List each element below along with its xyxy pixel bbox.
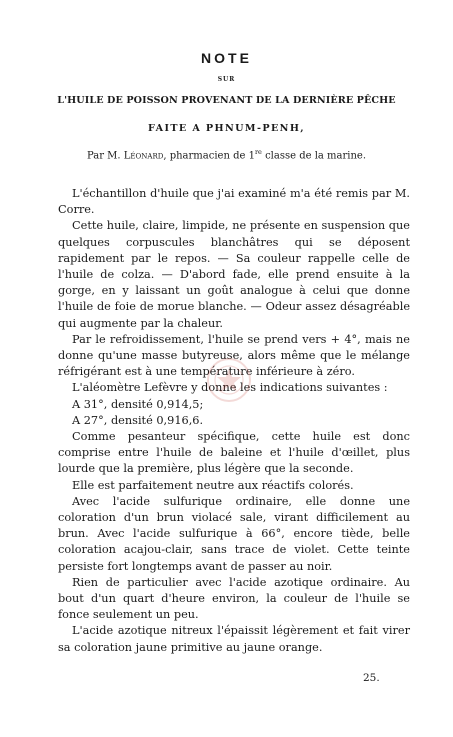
author-line bbox=[0, 148, 453, 161]
author-mid: , pharmacien de 1 bbox=[163, 150, 255, 162]
paragraph-11: L'acide azotique nitreux l'épaissit légèrement et fait virer sa coloration jaune primitive au jaune orange. bbox=[58, 624, 410, 654]
paragraph-2: Cette huile, claire, limpide, ne présente en suspension que quelques corpuscules blanchâtres qui se déposent rapidement par le repos. — Sa couleur rappelle celle de l'huile de colza. — D'abord fade, elle prend ensuite à la gorge, en y laissant un goût analogue à celui que donne l'huile de foie de morue blanche. — Odeur assez désagréable qui augmente par la chaleur. bbox=[58, 219, 410, 330]
note-title: NOTE bbox=[201, 50, 252, 66]
paragraph-8: Elle est parfaitement neutre aux réactifs colorés. bbox=[72, 478, 354, 492]
author-superscript: re bbox=[254, 148, 262, 156]
library-stamp-icon bbox=[205, 356, 253, 404]
body-text bbox=[58, 186, 410, 656]
paragraph-7: Comme pesanteur spécifique, cette huile est donc comprise entre l'huile de baleine et l'huile d'œillet, plus lourde que la première, plus légère que la seconde. bbox=[58, 430, 410, 476]
author-prefix: Par M. bbox=[86, 150, 124, 162]
paragraph-3: Par le refroidissement, l'huile se prend vers + 4°, mais ne donne qu'une masse butyreuse, alors même que le mélange réfrigérant est à une température inférieure à zéro. bbox=[58, 332, 410, 379]
paragraph-10: Rien de particulier avec l'acide azotique ordinaire. Au bout d'un quart d'heure environ, la couleur de l'huile se fonce seulement un peu. bbox=[58, 575, 410, 622]
paragraph-6: A 27°, densité 0,916,6. bbox=[72, 413, 204, 427]
paragraph-1: L'échantillon d'huile que j'ai examiné m'a été remis par M. Corre. bbox=[58, 187, 410, 217]
paragraph-5: A 31°, densité 0,914,5; bbox=[72, 397, 204, 411]
subtitle-line-2: FAITE A PHNUM-PENH, bbox=[147, 123, 306, 134]
subtitle-line-1: L'HUILE DE POISSON PROVENANT DE LA DERNIÈRE PÊCHE bbox=[57, 95, 396, 106]
page-number: 25. bbox=[363, 672, 380, 684]
author-name: Léonard bbox=[123, 150, 164, 162]
paragraph-4: L'aléomètre Lefèvre y donne les indications suivantes : bbox=[72, 381, 388, 395]
paragraph-9: Avec l'acide sulfurique ordinaire, elle donne une coloration d'un brun violacé sale, virant difficilement au brun. Avec l'acide sulfurique à 66°, encore tiède, belle coloration acajou-clair, sans trace de violet. Cette teinte persiste fort longtemps avant de passer au noir. bbox=[58, 494, 410, 573]
title-connector-sur: SUR bbox=[217, 76, 236, 83]
author-suffix: classe de la marine. bbox=[261, 150, 367, 162]
